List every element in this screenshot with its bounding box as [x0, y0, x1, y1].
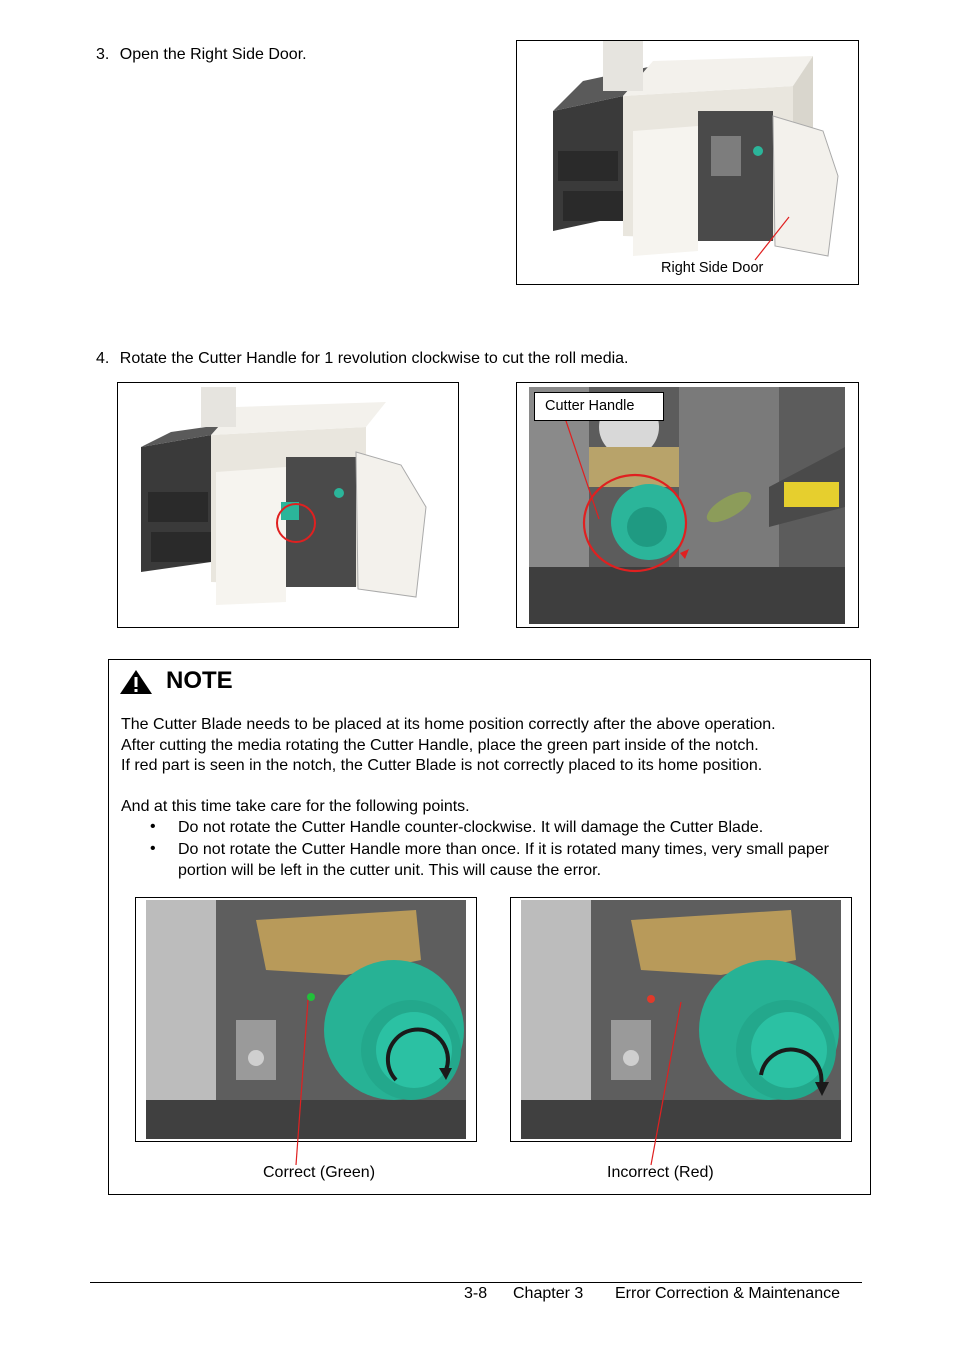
note-intro: And at this time take care for the following points. — [121, 798, 470, 815]
footer-chapter: Chapter 3 — [513, 1285, 584, 1302]
note-line: The Cutter Blade needs to be placed at its home position correctly after the above operation. — [121, 716, 776, 733]
footer-chapter-title: Error Correction & Maintenance — [615, 1285, 840, 1302]
step-text: Rotate the Cutter Handle for 1 revolution clockwise to cut the roll media. — [119, 350, 629, 367]
step-number: 4. — [96, 350, 110, 367]
bullet-marker: • — [150, 840, 156, 857]
step-text: Open the Right Side Door. — [119, 46, 307, 63]
step-number: 3. — [96, 46, 110, 63]
bullet-item: Do not rotate the Cutter Handle more than once. If it is rotated many times, very small paper portion will be left in the cutter unit. This will cause the error. — [178, 841, 829, 879]
bullet-item: Do not rotate the Cutter Handle counter-clockwise. It will damage the Cutter Blade. — [178, 819, 764, 836]
bullet-marker: • — [150, 818, 156, 835]
footer-page-number: 3-8 — [464, 1285, 488, 1302]
right-side-door-label: Right Side Door — [661, 260, 764, 276]
footer-rule — [90, 1282, 862, 1283]
caption-correct: Correct (Green) — [263, 1164, 376, 1181]
caption-incorrect: Incorrect (Red) — [607, 1164, 714, 1181]
cutter-handle-label: Cutter Handle — [545, 398, 635, 414]
note-title: NOTE — [166, 667, 233, 694]
note-line: After cutting the media rotating the Cutter Handle, place the green part inside of the notch. — [121, 737, 759, 754]
note-line: If red part is seen in the notch, the Cutter Blade is not correctly placed to its home position. — [121, 757, 763, 774]
